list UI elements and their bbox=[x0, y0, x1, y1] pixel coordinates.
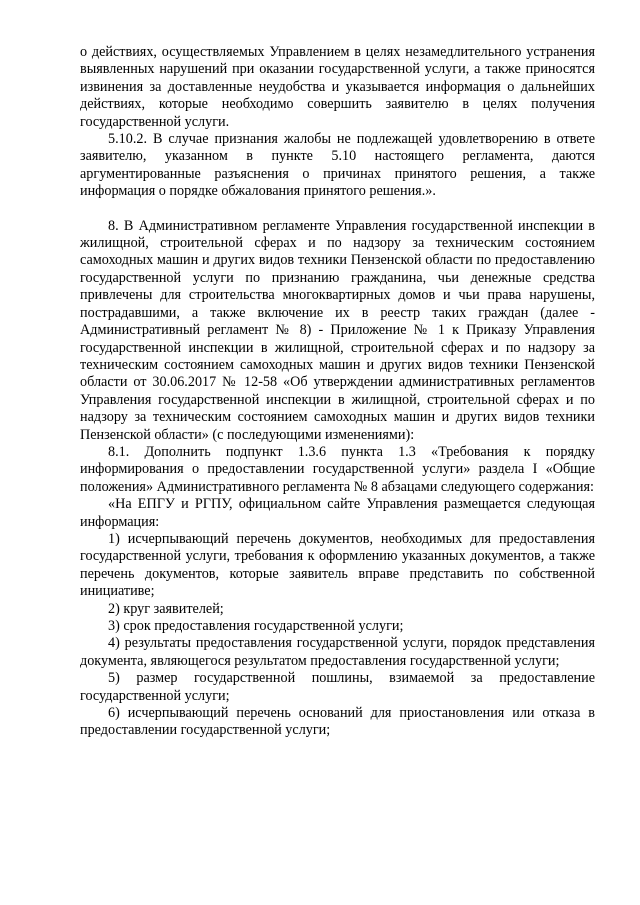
paragraph-8: 8. В Административном регламенте Управления государственной инспекции в жилищной, строительной сферах и по надзору за техническим состоянием самоходных машин и других видов техники Пензенской области по предоставлению государственной услуги по признанию гражданина, чьи денежные средства привлечены для строительства многоквартирных домов и чьи права нарушены, пострадавшими, а также включение их в реестр таких граждан (далее - Административный регламент № 8) - Приложение № 1 к Приказу Управления государственной инспекции в жилищной, строительной сферах и по надзору за техническим состоянием самоходных машин и других видов техники Пензенской области от 30.06.2017 № 12-58 «Об утверждении административных регламентов Управления государственной инспекции в жилищной, строительной сферах и по надзору за техническим состоянием самоходных машин и других видов техники Пензенской области» (с последующими изменениями): bbox=[80, 217, 595, 443]
document-body bbox=[80, 44, 595, 740]
list-item-2: 2) круг заявителей; bbox=[108, 600, 224, 617]
list-item-4: 4) результаты предоставления государственной услуги, порядок представления документа, являющегося результатом предоставления государственной услуги; bbox=[80, 635, 595, 669]
list-item-6: 6) исчерпывающий перечень оснований для приостановления или отказа в предоставлении государственной услуги; bbox=[80, 705, 595, 739]
paragraph-quote-intro: «На ЕПГУ и РГПУ, официальном сайте Управления размещается следующая информация: bbox=[80, 496, 595, 530]
paragraph-8-1: 8.1. Дополнить подпункт 1.3.6 пункта 1.3 «Требования к порядку информирования о предоставлении государственной услуги» раздела I «Общие положения» Административного регламента № 8 абзацами следующего содержания: bbox=[80, 443, 595, 495]
paragraph-5-10-2: 5.10.2. В случае признания жалобы не подлежащей удовлетворению в ответе заявителю, указанном в пункте 5.10 настоящего регламента, даются аргументированные разъяснения о причинах принятого решения, а также информация о порядке обжалования принятого решения.». bbox=[80, 131, 595, 200]
paragraph-continuation: о действиях, осуществляемых Управлением в целях незамедлительного устранения выявленных нарушений при оказании государственной услуги, а также приносятся извинения за доставленные неудобства и указывается информация о дальнейших действиях, которые необходимо совершить заявителю в целях получения государственной услуги. bbox=[80, 44, 595, 130]
list-item-1: 1) исчерпывающий перечень документов, необходимых для предоставления государственной услуги, требования к оформлению указанных документов, а также перечень документов, которые заявитель вправе представить по собственной инициативе; bbox=[80, 530, 595, 600]
list-item-3: 3) срок предоставления государственной услуги; bbox=[108, 618, 404, 634]
list-item-5: 5) размер государственной пошлины, взимаемой за предоставление государственной услуги; bbox=[80, 670, 595, 704]
